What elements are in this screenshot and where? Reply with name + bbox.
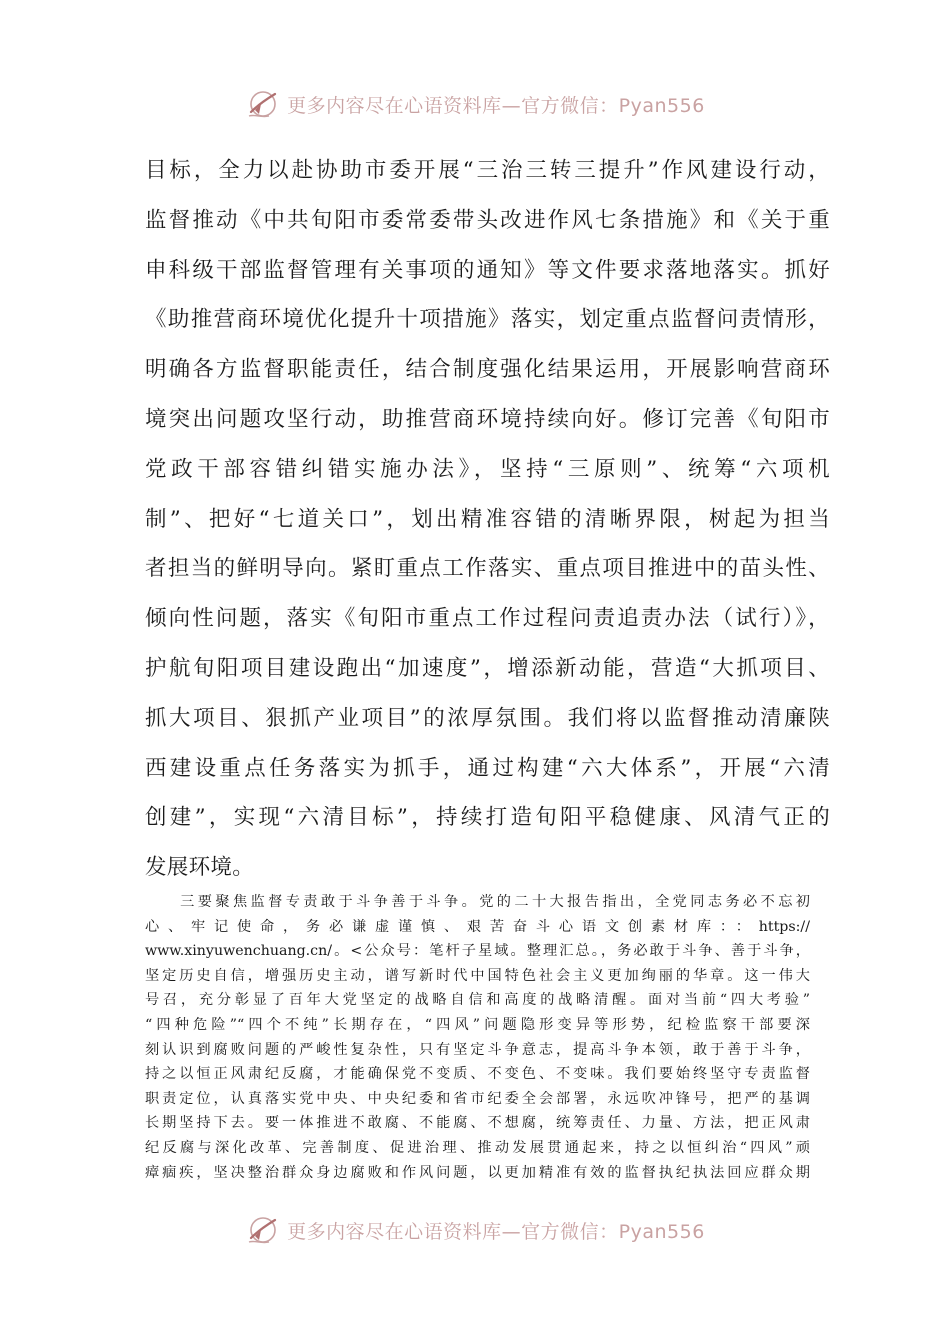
paragraph-line: 护航旬阳项目建设跑出“加速度”，增添新动能，营造“大抓项目、: [145, 655, 830, 681]
paragraph-line: 申科级干部监督管理有关事项的通知》等文件要求落地落实。抓好: [145, 257, 830, 283]
paragraph-line: 坚定历史自信，增强历史主动，谱写新时代中国特色社会主义更加绚丽的华章。这一伟大: [145, 967, 810, 984]
paragraph-line: 职责定位，认真落实党中央、中央纪委和省市纪委全会部署，永远吹冲锋号，把严的基调: [145, 1090, 810, 1107]
watermark-text: 更多内容尽在心语资料库—官方微信：Pyan556: [287, 1220, 705, 1243]
paragraph-line: 者担当的鲜明导向。紧盯重点工作落实、重点项目推进中的苗头性、: [145, 556, 830, 582]
paragraph-line: “四种危险”“四个不纯”长期存在，“四风”问题隐形变异等形势，纪检监察干部要深: [145, 1016, 810, 1033]
paragraph-line: 明确各方监督职能责任，结合制度强化结果运用，开展影响营商环: [145, 357, 830, 383]
pen-nib-swirl-logo-icon: [245, 86, 281, 122]
paragraph-line: 倾向性问题，落实《旬阳市重点工作过程问责追责办法（试行）》，: [145, 606, 830, 632]
paragraph-line: 制”、把好“七道关口”，划出精准容错的清晰界限，树起为担当: [145, 506, 830, 532]
paragraph-line: www.xinyuwenchuang.cn/。<公众号：笔杆子星域。整理汇总。，务必敢于斗争、善于斗争，: [145, 943, 810, 960]
paragraph-line: 瘴痼疾，坚决整治群众身边腐败和作风问题，以更加精准有效的监督执纪执法回应群众期: [145, 1164, 810, 1181]
paragraph-line: 目标，全力以赴协助市委开展“三治三转三提升”作风建设行动，: [145, 158, 830, 183]
paragraph-line: 长期坚持下去。要一体推进不敢腐、不能腐、不想腐，统筹责任、力量、方法，把正风肃: [145, 1115, 810, 1132]
pen-nib-swirl-logo-icon: [245, 1212, 281, 1248]
paragraph-line: 发展环境。: [145, 855, 255, 881]
paragraph-line: 号召，充分彰显了百年大党坚定的战略自信和高度的战略清醒。面对当前“四大考验”: [145, 992, 810, 1009]
paragraph-line: 党政干部容错纠错实施办法》，坚持“三原则”、统筹“六项机: [145, 456, 830, 482]
secondary-paragraph: [145, 890, 810, 1185]
watermark-header: [0, 84, 950, 124]
paragraph-line: 境突出问题攻坚行动，助推营商环境持续向好。修订完善《旬阳市: [145, 406, 830, 432]
paragraph-line: 心、牢记使命，务必谦虚谨慎、艰苦奋斗心语文创素材库：：https://: [145, 918, 810, 935]
paragraph-line: 三要聚焦监督专责敢于斗争善于斗争。党的二十大报告指出，全党同志务必不忘初: [145, 894, 810, 910]
paragraph-line: 《助推营商环境优化提升十项措施》落实，划定重点监督问责情形，: [145, 307, 830, 333]
paragraph-line: 纪反腐与深化改革、完善制度、促进治理、推动发展贯通起来，持之以恒纠治“四风”顽: [145, 1139, 810, 1156]
watermark-text: 更多内容尽在心语资料库—官方微信：Pyan556: [287, 94, 705, 117]
paragraph-line: 持之以恒正风肃纪反腐，才能确保党不变质、不变色、不变味。我们要始终坚守专责监督: [145, 1066, 810, 1083]
paragraph-line: 监督推动《中共旬阳市委常委带头改进作风七条措施》和《关于重: [145, 207, 830, 233]
paragraph-line: 刻认识到腐败问题的严峻性复杂性，只有坚定斗争意志，提高斗争本领，敢于善于斗争，: [145, 1041, 810, 1058]
paragraph-line: 西建设重点任务落实为抓手，通过构建“六大体系”，开展“六清: [145, 755, 830, 781]
paragraph-line: 创建”，实现“六清目标”，持续打造旬阳平稳健康、风清气正的: [145, 805, 830, 831]
paragraph-line: 抓大项目、狠抓产业项目”的浓厚氛围。我们将以监督推动清廉陕: [145, 705, 830, 731]
watermark-footer: [0, 1210, 950, 1250]
main-paragraph: [145, 146, 830, 893]
